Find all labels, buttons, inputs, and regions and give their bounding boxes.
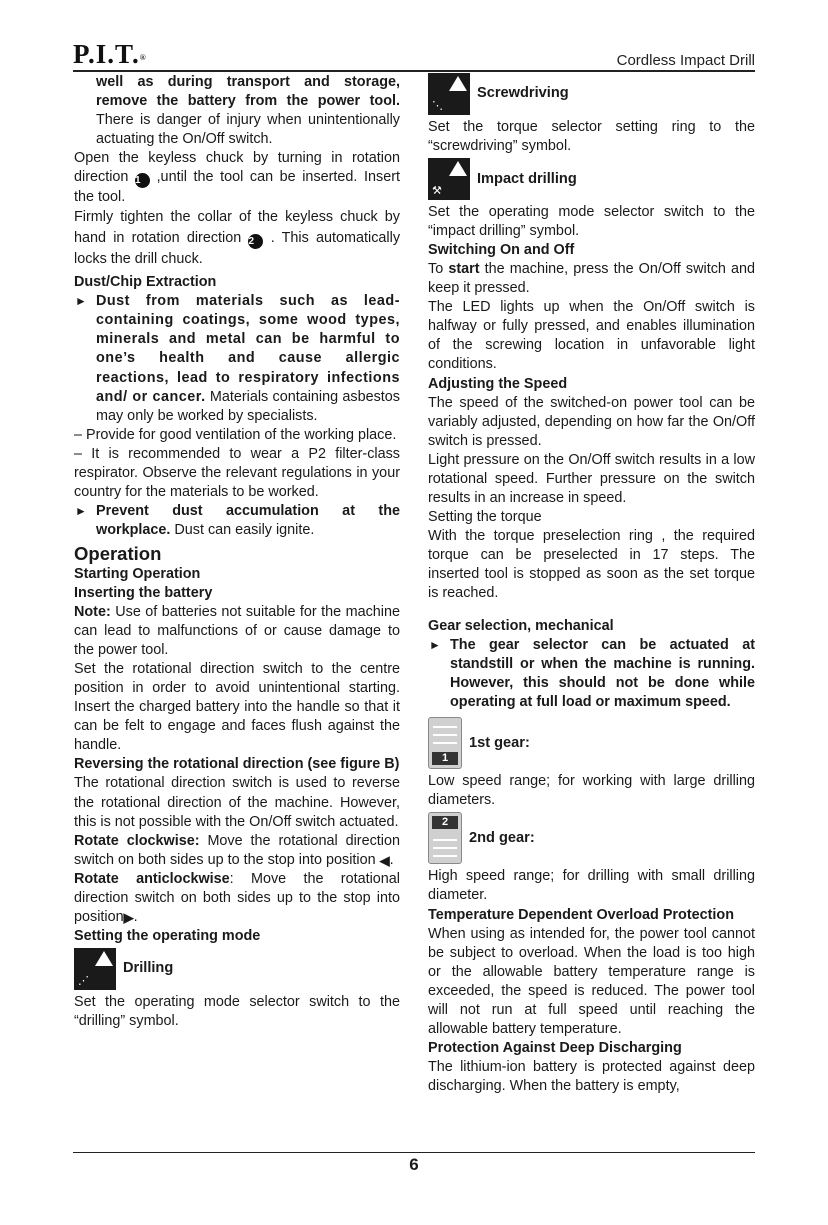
temperature-heading: Temperature Dependent Overload Protection (428, 906, 734, 923)
clockwise-paragraph: Rotate clockwise: Move the rotational direction switch on both sides up to the stop into position ◀. (74, 832, 400, 870)
screwdriving-paragraph: Set the torque selector setting ring to the “screwdriving” symbol. (428, 119, 755, 155)
footer-divider (73, 1152, 755, 1153)
deep-discharge-paragraph: The lithium-ion battery is protected against deep discharging. When the battery is empty, (428, 1058, 755, 1094)
bullet-arrow-icon: ► (75, 294, 87, 309)
document-title: Cordless Impact Drill (616, 52, 755, 69)
temperature-paragraph: When using as intended for, the power tool cannot be subject to overload. When the load is too high or the allowable battery temperature range is exceeded, the speed is reduced. The power tool will not run at full speed until reaching the allowable battery temperature. (428, 925, 755, 1037)
bullet-arrow-icon: ► (429, 638, 441, 653)
screwdriving-label: Screwdriving (477, 85, 569, 102)
screwdriving-mode-row (428, 73, 755, 115)
screwdriving-mode-icon: ⋱ (428, 73, 470, 115)
reversing-paragraph: The rotational direction switch is used to reverse the rotational direction of the machine. However, this is not possible with the On/Off switch actuated. (74, 775, 400, 830)
step-1-icon: 1 (135, 173, 150, 188)
gear-heading: Gear selection, mechanical (428, 618, 614, 635)
gear-warning-bullet: ► The gear selector can be actuated at standstill or when the machine is running. However, this should not be done while operating at full load or maximum speed. (429, 637, 755, 711)
led-paragraph: The LED lights up when the On/Off switch is halfway or fully pressed, and enables illumination of the screwing location in unfavorable light conditions. (428, 299, 755, 373)
torque-heading: Setting the torque (428, 508, 542, 525)
inserting-battery-heading: Inserting the battery (74, 584, 213, 601)
right-column (428, 73, 755, 1096)
warning-continuation: well as during transport and storage, remove the battery from the power tool. There is danger of injury when unintentionally actuating the On/Off switch. (96, 74, 400, 148)
prevent-dust-bullet: ► Prevent dust accumulation at the workplace. Dust can easily ignite. (75, 502, 400, 538)
header-divider (73, 70, 755, 72)
speed-paragraph-2: Light pressure on the On/Off switch results in a low rotational speed. Further pressure on the switch results in an increase in speed. (428, 451, 755, 506)
drilling-mode-icon: ⋰ (74, 948, 116, 990)
open-chuck-paragraph: Open the keyless chuck by turning in rotation direction 1 ,until the tool can be inserted. Insert the tool. (74, 150, 400, 206)
reversing-heading: Reversing the rotational direction (see figure B) (74, 756, 400, 773)
drilling-paragraph: Set the operating mode selector switch to the “drilling” symbol. (74, 993, 400, 1029)
brand-logo (73, 38, 147, 70)
right-arrow-icon: ▶ (123, 909, 134, 925)
deep-discharge-heading: Protection Against Deep Discharging (428, 1039, 682, 1056)
starting-operation-heading: Starting Operation (74, 565, 201, 582)
dust-warning-bullet: ► Dust from materials such as lead-containing coatings, some wood types, minerals and metal can be harmful to one’s health and cause allergic reactions, lead to respiratory infections and/ or cancer. Materials containing asbestos may only be worked by specialists. (75, 293, 400, 424)
page-header (73, 38, 755, 70)
drilling-label: Drilling (123, 960, 174, 977)
operating-mode-heading: Setting the operating mode (74, 927, 261, 944)
anticlockwise-paragraph: Rotate anticlockwise: Move the rotational direction switch on both sides up to the stop into position▶. (74, 870, 400, 927)
respirator-paragraph: – It is recommended to wear a P2 filter-class respirator. Observe the relevant regulations in your country for the materials to be worked. (74, 445, 400, 500)
gear-1-icon: 1 (428, 717, 462, 769)
gear-1-label: 1st gear: (469, 734, 530, 751)
gear-2-row (428, 812, 755, 864)
gear-2-paragraph: High speed range; for drilling with small drilling diameter. (428, 868, 755, 904)
impact-drilling-label: Impact drilling (477, 170, 577, 187)
switching-heading: Switching On and Off (428, 242, 575, 259)
left-column (74, 73, 400, 1031)
gear-2-label: 2nd gear: (469, 829, 535, 846)
registered-mark: ® (139, 53, 147, 62)
impact-drilling-mode-icon: ⚒ (428, 158, 470, 200)
speed-heading: Adjusting the Speed (428, 375, 568, 392)
gear-2-icon: 2 (428, 812, 462, 864)
note-paragraph: Note: Use of batteries not suitable for the machine can lead to malfunctions of or cause damage to the power tool. (74, 604, 401, 659)
gear-1-row (428, 717, 755, 769)
ventilation-paragraph: – Provide for good ventilation of the working place. (74, 426, 397, 443)
switching-paragraph: To start the machine, press the On/Off switch and keep it pressed. (428, 261, 756, 297)
logo-text: P.I.T. (73, 39, 140, 69)
page-number: 6 (409, 1155, 419, 1174)
speed-paragraph-1: The speed of the switched-on power tool can be variably adjusted, depending on how far the On/Off switch is pressed. (428, 394, 755, 449)
torque-paragraph: With the torque preselection ring , the required torque can be preselected in 17 steps. The inserted tool is stopped as soon as the set torque is reached. (428, 527, 755, 602)
operation-heading: Operation (74, 542, 162, 564)
drilling-mode-row (74, 948, 400, 990)
tighten-chuck-paragraph: Firmly tighten the collar of the keyless chuck by hand in rotation direction 2 . This automatically locks the drill chuck. (74, 209, 401, 267)
dust-heading: Dust/Chip Extraction (74, 274, 217, 291)
impact-paragraph: Set the operating mode selector switch to the “impact drilling” symbol. (428, 204, 755, 240)
impact-mode-row (428, 158, 755, 200)
bullet-arrow-icon: ► (75, 503, 87, 518)
step-2-icon: 2 (248, 234, 263, 249)
set-switch-paragraph: Set the rotational direction switch to the centre position in order to avoid unintentional starting. Insert the charged battery into the handle so that it can be felt to engage and faces flush against the handle. (74, 661, 400, 754)
left-arrow-icon: ◀ (379, 852, 390, 868)
gear-1-paragraph: Low speed range; for working with large drilling diameters. (428, 773, 755, 809)
